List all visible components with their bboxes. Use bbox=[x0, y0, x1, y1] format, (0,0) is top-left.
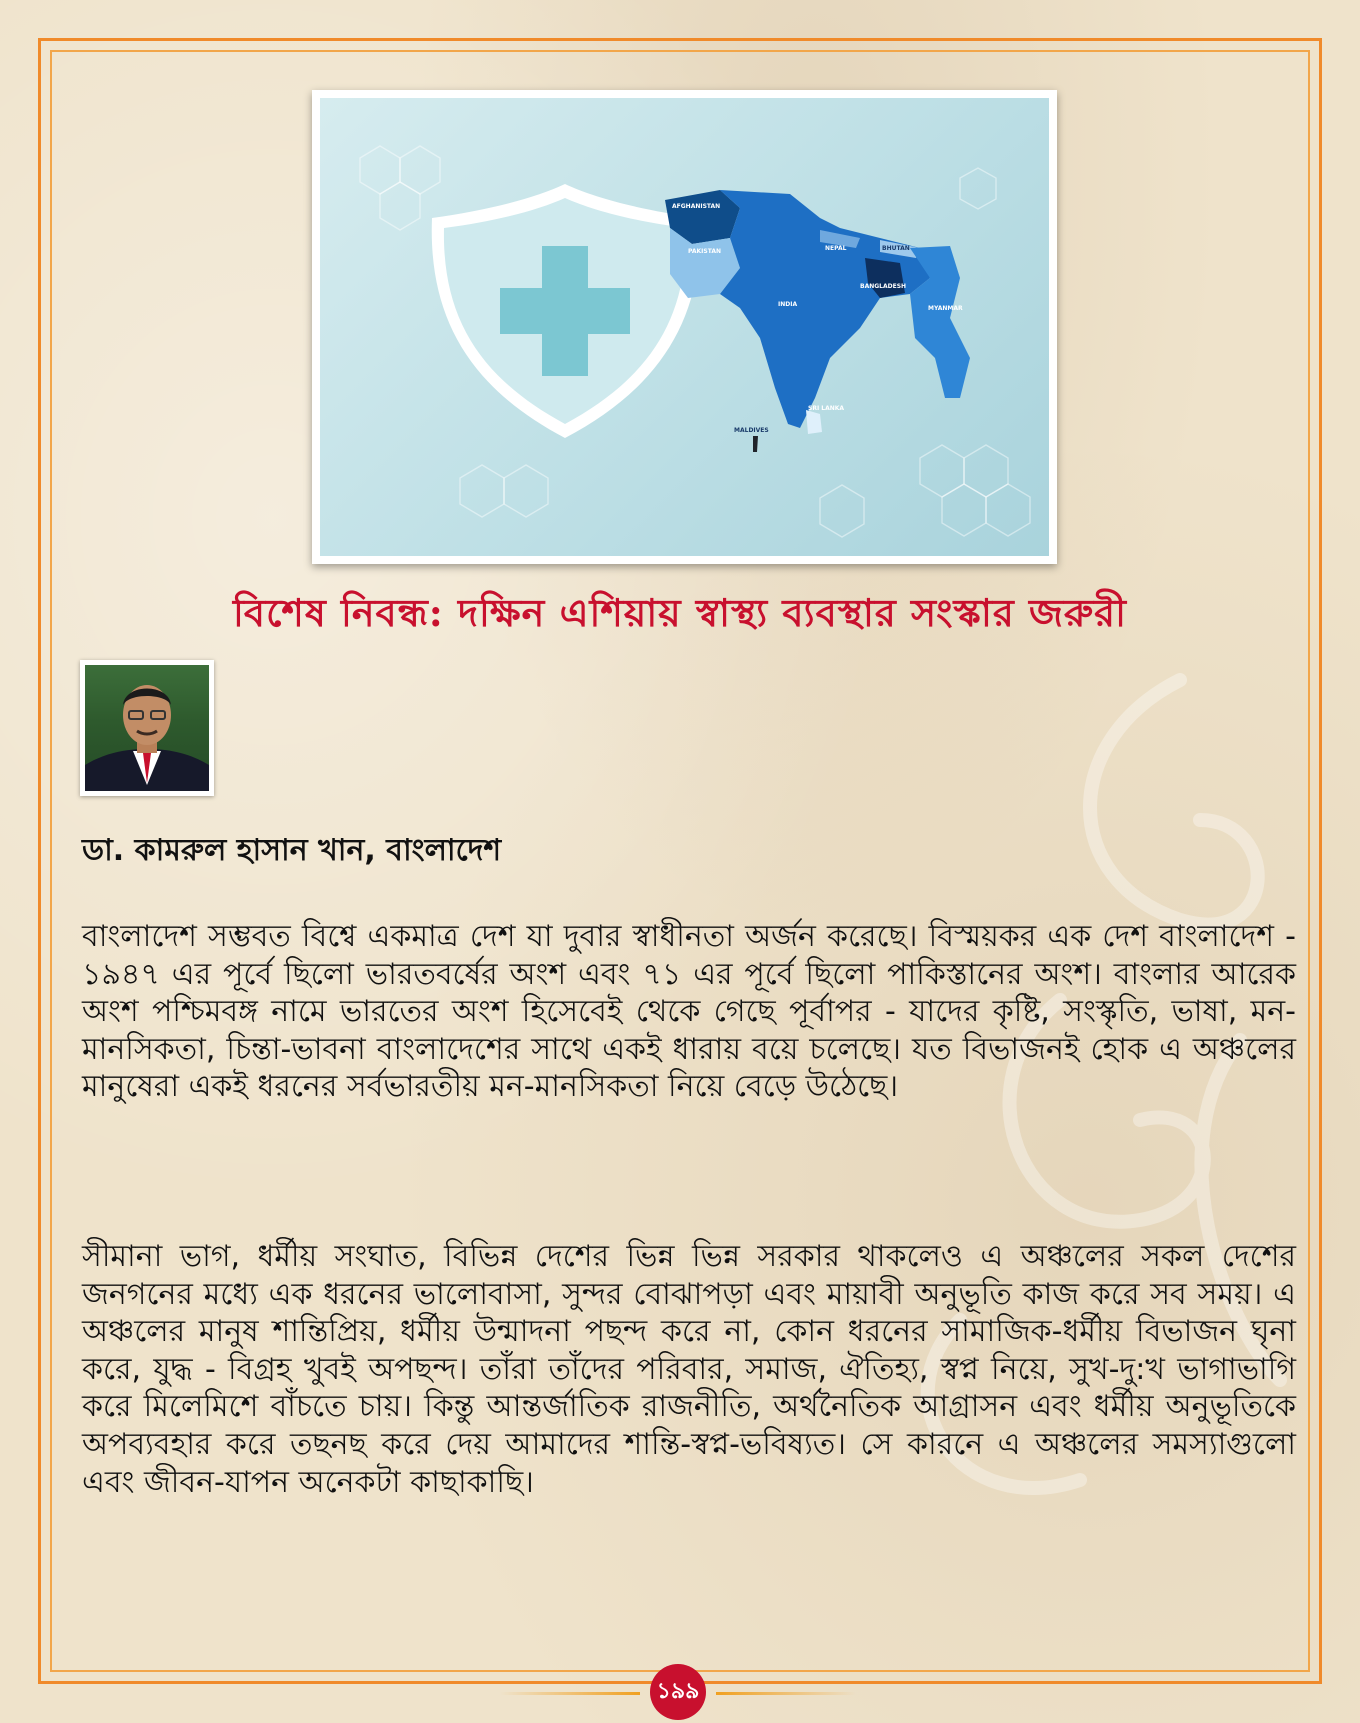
author-byline: ডা. কামরুল হাসান খান, বাংলাদেশ bbox=[82, 833, 502, 868]
map-label-india: INDIA bbox=[778, 301, 798, 308]
hero-image bbox=[312, 90, 1057, 564]
map-label-maldives: MALDIVES bbox=[734, 427, 769, 434]
page-number-rule-left bbox=[500, 1692, 640, 1695]
article-paragraph-2: সীমানা ভাগ, ধর্মীয় সংঘাত, বিভিন্ন দেশের ভিন্ন ভিন্ন সরকার থাকলেও এ অঞ্চলের সকল দেশের জনগনের মধ্যে এক ধরনের ভালোবাসা, সুন্দর বোঝাপড়া এবং মায়াবী অনুভূতি কাজ করে সব সময়। এ অঞ্চলের মানুষ শান্তিপ্রিয়, ধর্মীয় উন্মাদনা পছন্দ করে না, কোন ধরনের সামাজিক-ধর্মীয় বিভাজন ঘৃনা করে, যুদ্ধ - বিগ্রহ খুবই অপছন্দ। তাঁরা তাঁদের পরিবার, সমাজ, ঐতিহ্য, স্বপ্ন নিয়ে, সুখ-দু:খ ভাগাভাগি করে মিলেমিশে বাঁচতে চায়। কিন্তু আন্তর্জাতিক রাজনীতি, অর্থনৈতিক আগ্রাসন এবং ধর্মীয় অনুভূতিকে অপব্যবহার করে তছনছ করে দেয় আমাদের শান্তি-স্বপ্ন-ভবিষ্যত। সে কারনে এ অঞ্চলের সমস্যাগুলো এবং জীবন-যাপন অনেকটা কাছাকাছি। bbox=[82, 1239, 1296, 1500]
south-asia-map bbox=[665, 190, 970, 452]
page-number: ১৯৯ bbox=[650, 1664, 706, 1720]
author-photo bbox=[80, 660, 214, 796]
map-label-myanmar: MYANMAR bbox=[928, 305, 963, 312]
map-label-bhutan: BHUTAN bbox=[882, 245, 910, 252]
map-label-afghanistan: AFGHANISTAN bbox=[672, 203, 721, 210]
page-number-rule-right bbox=[716, 1692, 856, 1695]
shield-plus-icon bbox=[432, 184, 701, 438]
map-label-nepal: NEPAL bbox=[825, 245, 847, 252]
map-label-srilanka: SRI LANKA bbox=[808, 405, 845, 412]
map-label-bangladesh: BANGLADESH bbox=[860, 283, 907, 290]
article-title: বিশেষ নিবন্ধ: দক্ষিন এশিয়ায় স্বাস্থ্য ব্যবস্থার সংস্কার জরুরী bbox=[233, 590, 1127, 635]
article-paragraph-1: বাংলাদেশ সম্ভবত বিশ্বে একমাত্র দেশ যা দুবার স্বাধীনতা অর্জন করেছে। বিস্ময়কর এক দেশ বাংলাদেশ - ১৯৪৭ এর পূর্বে ছিলো ভারতবর্ষের অংশ এবং ৭১ এর পূর্বে ছিলো পাকিস্তানের অংশ। বাংলার আরেক অংশ পশ্চিমবঙ্গ নামে ভারতের অংশ হিসেবেই থেকে গেছে পূর্বাপর - যাদের কৃষ্টি, সংস্কৃতি, ভাষা, মন-মানসিকতা, চিন্তা-ভাবনা বাংলাদেশের সাথে একই ধারায় বয়ে চলেছে। যত বিভাজনই হোক এ অঞ্চলের মানুষেরা একই ধরনের সর্বভারতীয় মন-মানসিকতা নিয়ে বেড়ে উঠেছে। bbox=[82, 919, 1296, 1105]
hero-illustration bbox=[320, 98, 1049, 556]
map-label-pakistan: PAKISTAN bbox=[688, 248, 721, 255]
